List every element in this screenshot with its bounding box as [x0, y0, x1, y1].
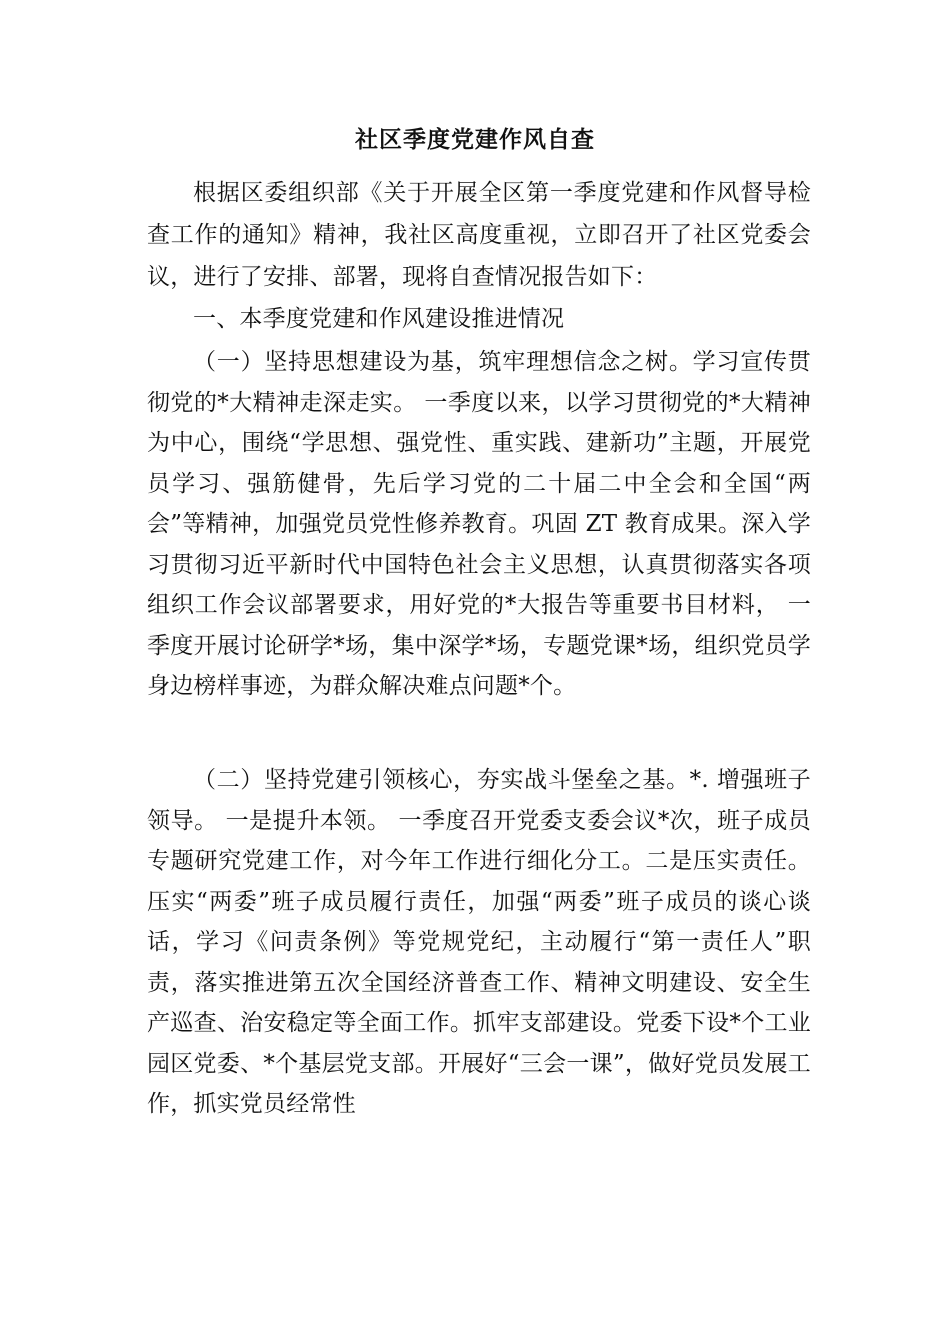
document-title: 社区季度党建作风自查	[355, 126, 595, 153]
section-heading: 一、本季度党建和作风建设推进情况	[193, 306, 565, 332]
intro-paragraph: 根据区委组织部《关于开展全区第一季度党建和作风督导检查工作的通知》精神，我社区高度重视，立即召开了社区党委会议，进行了安排、部署，现将自查情况报告如下：	[147, 180, 811, 290]
section-paragraph-1: （一）坚持思想建设为基，筑牢理想信念之树。学习宣传贯彻党的*大精神走深走实。 一季度以来，以学习贯彻党的*大精神为中心，围绕“学思想、强党性、重实践、建新功”主题，开展党员学习、强筋健骨，先后学习党的二十届二中全会和全国“两会”等精神，加强党员党性修养教育。巩固 ZT 教育成果。深入学习贯彻习近平新时代中国特色社会主义思想，认真贯彻落实各项组织工作会议部署要求，用好党的*大报告等重要书目材料， 一季度开展讨论研学*场，集中深学*场，专题党课*场，组织党员学身边榜样事迹，为群众解决难点问题*个。	[147, 349, 811, 699]
section-paragraph-2: （二）坚持党建引领核心，夯实战斗堡垒之基。*. 增强班子领导。 一是提升本领。 一季度召开党委支委会议*次，班子成员专题研究党建工作，对今年工作进行细化分工。二是压实责任。压实“两委”班子成员履行责任，加强“两委”班子成员的谈心谈话，学习《问责条例》等党规党纪，主动履行“第一责任人”职责，落实推进第五次全国经济普查工作、精神文明建设、安全生产巡查、治安稳定等全面工作。抓牢支部建设。党委下设*个工业园区党委、*个基层党支部。开展好“三会一课”，做好党员发展工作，抓实党员经常性	[147, 767, 811, 1117]
